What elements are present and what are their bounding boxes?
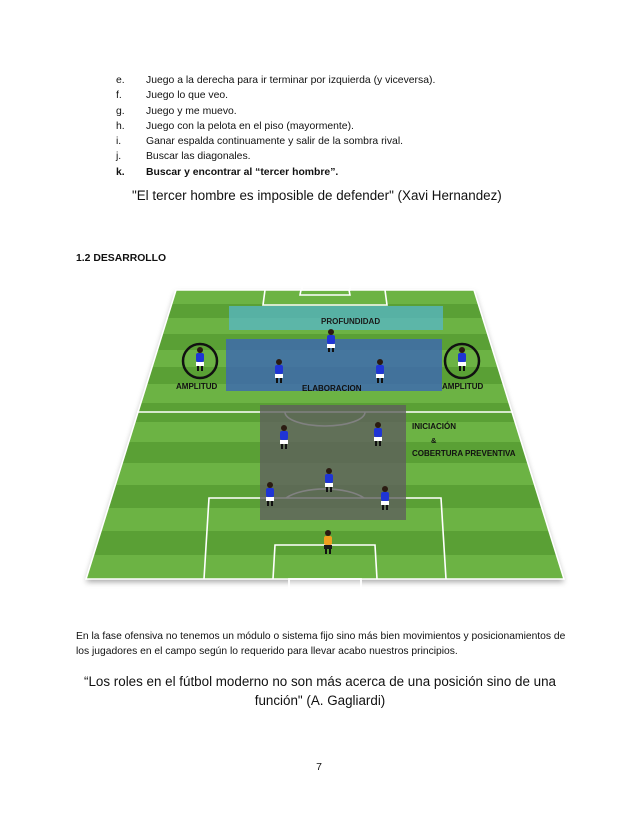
- pitch-svg: [76, 279, 574, 612]
- quote-line-1: “Los roles en el fútbol moderno no son más acerca de una posición sino de una: [84, 674, 556, 689]
- body-paragraph: En la fase ofensiva no tenemos un módulo o sistema fijo sino más bien movimientos y posicionamientos de los jugadores en el campo según lo requerido para llevar acabo nuestros principios.: [76, 631, 566, 657]
- list-letter: k.: [116, 166, 125, 178]
- elaboracion-label: ELABORACION: [302, 384, 362, 393]
- list-text: Juego a la derecha para ir terminar por izquierda (y viceversa).: [146, 75, 436, 86]
- amplitud-right-label: AMPLITUD: [442, 382, 484, 391]
- amplitud-left-label: AMPLITUD: [176, 382, 218, 391]
- list-item: [116, 165, 435, 180]
- profundidad-label: PROFUNDIDAD: [321, 317, 381, 326]
- ampersand-label: &: [431, 436, 437, 445]
- list-letter: e.: [116, 75, 125, 86]
- list-item: [116, 119, 435, 134]
- list-item: [116, 88, 435, 103]
- iniciacion-label: INICIACIÓN: [412, 422, 456, 431]
- bottom-goal: [289, 579, 361, 593]
- list-letter: g.: [116, 105, 125, 117]
- xavi-quote: "El tercer hombre es imposible de defender" (Xavi Hernandez): [132, 188, 502, 203]
- list-letter: j.: [116, 151, 122, 163]
- principles-list: [116, 73, 435, 180]
- list-letter: f.: [116, 90, 122, 102]
- quote-line-2: función" (A. Gagliardi): [254, 693, 386, 708]
- pitch-diagram: [76, 279, 574, 612]
- list-text: Juego lo que veo.: [146, 90, 229, 102]
- list-text: Ganar espalda continuamente y salir de la sombra rival.: [146, 136, 404, 148]
- list-item: [116, 134, 435, 149]
- page-number: 7: [316, 761, 322, 773]
- gagliardi-quote: [80, 672, 560, 710]
- list-text: Juego y me muevo.: [146, 105, 237, 117]
- list-text: Juego con la pelota en el piso (mayormente).: [146, 120, 354, 132]
- section-heading: 1.2 DESARROLLO: [76, 253, 167, 264]
- list-item: [116, 73, 435, 88]
- list-item: [116, 104, 435, 119]
- list-letter: h.: [116, 120, 125, 132]
- list-letter: i.: [116, 136, 122, 148]
- list-text: Buscar y encontrar al “tercer hombre”.: [146, 166, 339, 178]
- cobertura-label: COBERTURA PREVENTIVA: [412, 449, 516, 458]
- list-text: Buscar las diagonales.: [146, 151, 251, 163]
- list-item: [116, 149, 435, 164]
